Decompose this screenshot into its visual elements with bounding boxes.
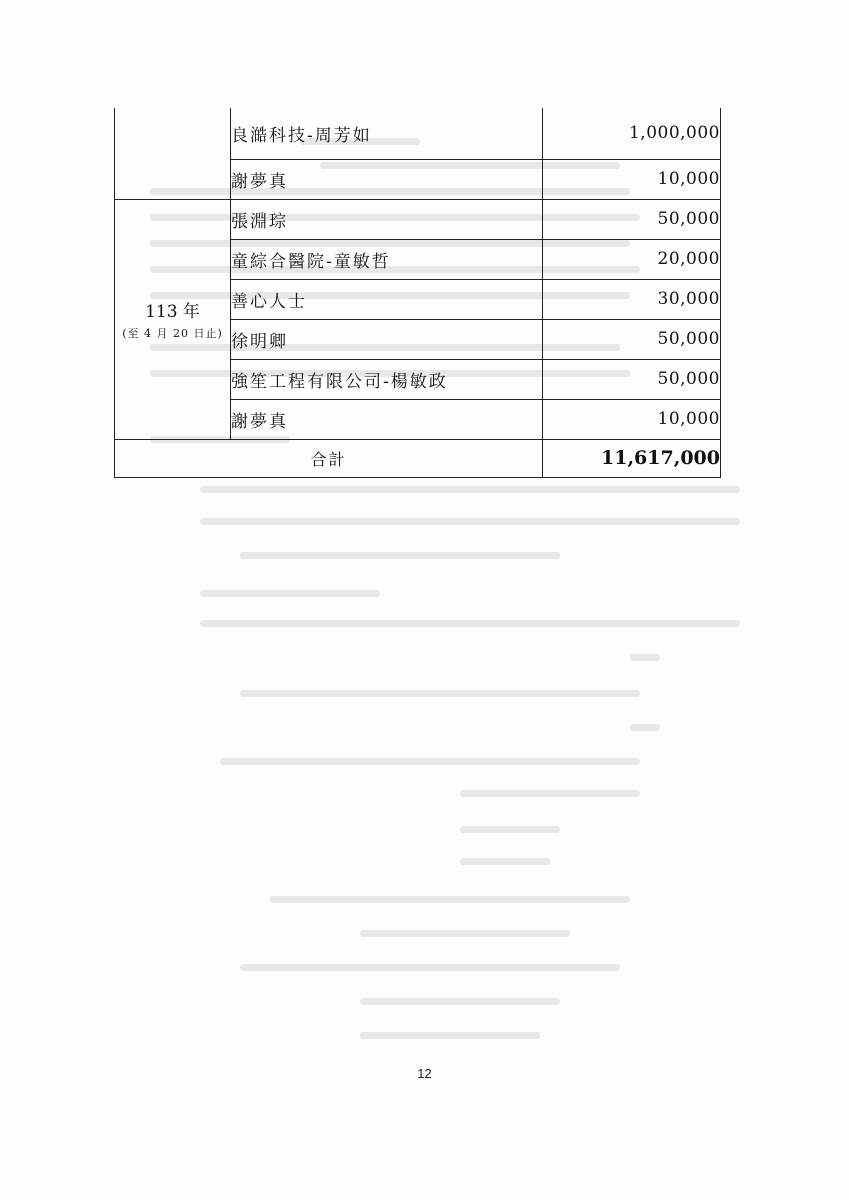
total-amount: 11,617,000 — [543, 439, 721, 477]
donor-name: 謝夢真 — [231, 159, 543, 199]
donation-amount: 10,000 — [543, 399, 721, 439]
total-row — [115, 439, 721, 477]
donor-name: 童綜合醫院-童敏哲 — [231, 239, 543, 279]
donation-amount: 50,000 — [543, 359, 721, 399]
donor-name: 張淵琮 — [231, 199, 543, 239]
donation-amount: 50,000 — [543, 319, 721, 359]
donor-name: 強笙工程有限公司-楊敏政 — [231, 359, 543, 399]
donation-amount: 30,000 — [543, 279, 721, 319]
donor-name: 謝夢真 — [231, 399, 543, 439]
donor-name: 善心人士 — [231, 279, 543, 319]
table-row — [115, 199, 721, 239]
donor-name: 良澔科技-周芳如 — [231, 108, 543, 159]
donation-amount: 10,000 — [543, 159, 721, 199]
year-note: (至 4 月 20 日止) — [122, 327, 223, 340]
total-label: 合計 — [115, 439, 543, 477]
year-label: 113 年 — [145, 302, 200, 322]
page-number: 12 — [417, 1066, 432, 1081]
table-row — [115, 108, 721, 159]
year-cell-previous — [115, 108, 231, 199]
donation-table — [114, 108, 721, 478]
donation-amount: 50,000 — [543, 199, 721, 239]
donation-amount: 1,000,000 — [543, 108, 721, 159]
donor-name: 徐明卿 — [231, 319, 543, 359]
year-cell-113 — [115, 199, 231, 439]
donation-amount: 20,000 — [543, 239, 721, 279]
